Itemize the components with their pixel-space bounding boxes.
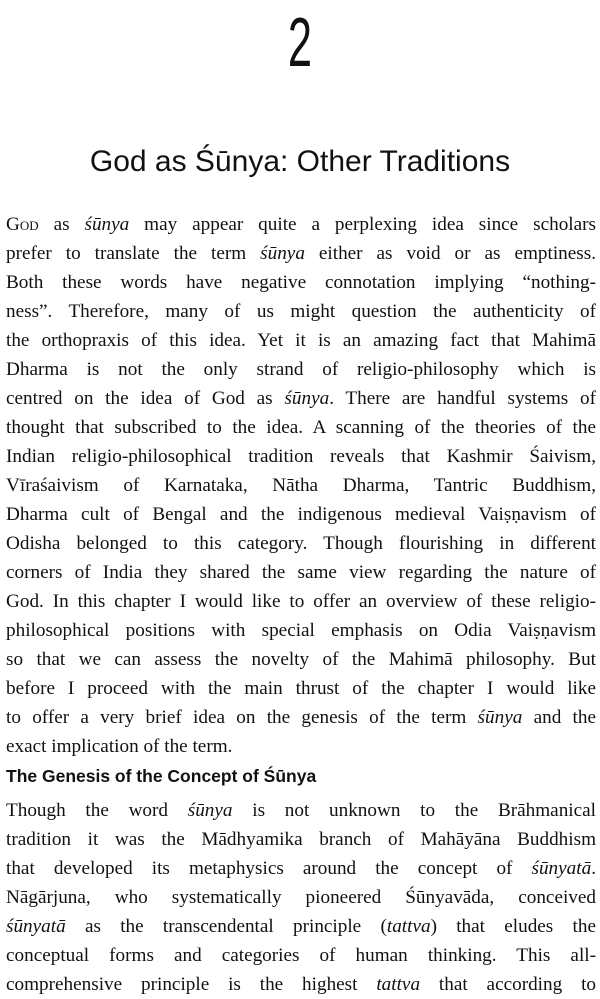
italic-term: śūnyatā bbox=[6, 916, 66, 937]
text-line: philosophical positions with special emphasis on Odia Vaiṣṇavism bbox=[6, 620, 596, 641]
text-line: before I proceed with the main thrust of the chapter I would like bbox=[6, 678, 596, 699]
text-line: centred on the idea of God as śūnya. There are handful systems of bbox=[6, 388, 596, 409]
italic-term: tattva bbox=[376, 974, 421, 995]
section-heading: The Genesis of the Concept of Śūnya bbox=[6, 766, 317, 786]
italic-term: tattva bbox=[386, 916, 431, 937]
text-line: comprehensive principle is the highest tattva that according to bbox=[6, 974, 596, 995]
text-line: so that we can assess the novelty of the Mahimā philosophy. But bbox=[6, 649, 596, 670]
text-line: Both these words have negative connotation implying “nothing- bbox=[6, 272, 596, 293]
text-line: Odisha belonged to this category. Though flourishing in different bbox=[6, 533, 596, 554]
chapter-title: God as Śūnya: Other Traditions bbox=[89, 145, 511, 178]
text-line: exact implication of the term. bbox=[6, 736, 233, 757]
text-line: Though the word śūnya is not unknown to the Brāhmanical bbox=[6, 800, 596, 821]
italic-term: śūnya bbox=[84, 214, 130, 235]
small-caps-word: God bbox=[6, 214, 39, 235]
text-line: ness”. Therefore, many of us might question the authenticity of bbox=[6, 301, 596, 322]
text-line: God. In this chapter I would like to offer an overview of these religio- bbox=[6, 591, 596, 612]
italic-term: śūnya bbox=[187, 800, 233, 821]
text-line: the orthopraxis of this idea. Yet it is an amazing fact that Mahimā bbox=[6, 330, 596, 351]
italic-term: śūnyatā bbox=[531, 858, 592, 879]
chapter-number: 2 bbox=[287, 3, 313, 81]
italic-term: śūnya bbox=[260, 243, 305, 264]
text-line: Nāgārjuna, who systematically pioneered Śūnyavāda, conceived bbox=[6, 887, 596, 908]
text-line: to offer a very brief idea on the genesis of the term śūnya and the bbox=[6, 707, 596, 728]
text-line: Dharma cult of Bengal and the indigenous medieval Vaiṣṇavism of bbox=[6, 504, 596, 525]
text-line: conceptual forms and categories of human thinking. This all- bbox=[6, 945, 596, 966]
text-line: śūnyatā as the transcendental principle (tattva) that eludes the bbox=[6, 916, 596, 937]
body-paragraph-2 bbox=[6, 796, 596, 999]
italic-term: śūnya bbox=[477, 707, 523, 728]
text-line: prefer to translate the term śūnya either as void or as emptiness. bbox=[6, 243, 596, 264]
text-line: tradition it was the Mādhyamika branch of Mahāyāna Buddhism bbox=[6, 829, 596, 850]
text-line: God as śūnya may appear quite a perplexing idea since scholars bbox=[6, 214, 597, 235]
text-line: corners of India they shared the same view regarding the nature of bbox=[6, 562, 596, 583]
text-line: Indian religio-philosophical tradition reveals that Kashmir Śaivism, bbox=[6, 446, 596, 467]
text-line: that developed its metaphysics around the concept of śūnyatā. bbox=[6, 858, 596, 879]
text-line: Vīraśaivism of Karnataka, Nātha Dharma, Tantric Buddhism, bbox=[6, 475, 596, 496]
text-line: Dharma is not the only strand of religio-philosophy which is bbox=[6, 359, 596, 380]
text-line: thought that subscribed to the idea. A scanning of the theories of the bbox=[6, 417, 596, 438]
italic-term: śūnya bbox=[284, 388, 330, 409]
body-paragraph-1 bbox=[6, 210, 596, 761]
